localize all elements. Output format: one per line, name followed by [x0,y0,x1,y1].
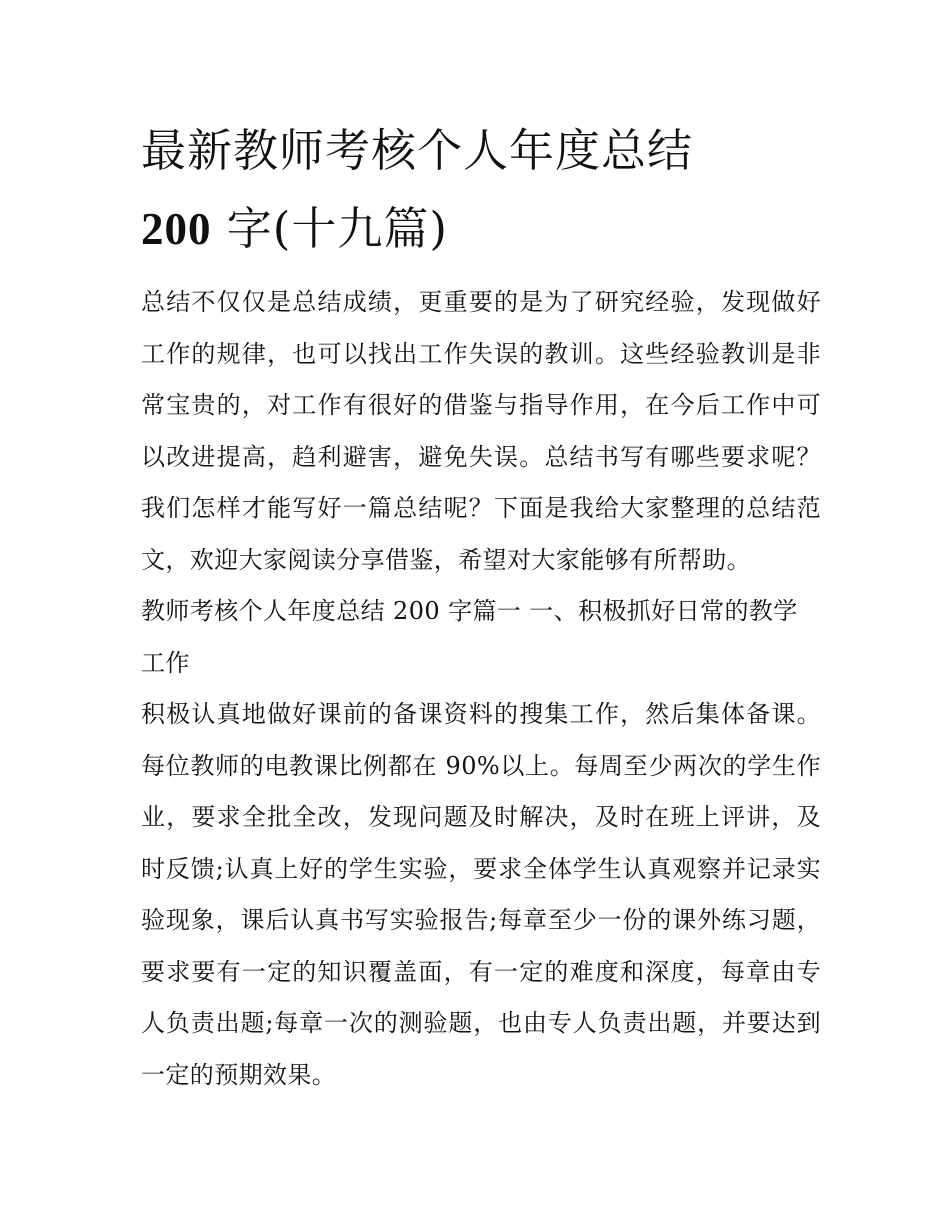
body-paragraph: 积极认真地做好课前的备课资料的搜集工作，然后集体备课。每位教师的电教课比例都在 90%以上。每周至少两次的学生作业，要求全批全改，发现问题及时解决，及时在班上评讲，及时反馈;认真上好的学生实验，要求全体学生认真观察并记录实验现象，课后认真书写实验报告;每章至少一份的课外练习题，要求要有一定的知识覆盖面，有一定的难度和深度，每章由专人负责出题;每章一次的测验题，也由专人负责出题，并要达到一定的预期效果。 [141,700,821,1089]
title-number: 200 [141,204,212,254]
document-content [141,112,821,1101]
title-line-1: 最新教师考核个人年度总结 [141,124,694,177]
document-title [141,112,821,268]
intro-paragraph: 总结不仅仅是总结成绩，更重要的是为了研究经验，发现做好工作的规律，也可以找出工作失误的教训。这些经验教训是非常宝贵的，对工作有很好的借鉴与指导作用，在今后工作中可以改进提高，趋利避害，避免失误。总结书写有哪些要求呢？我们怎样才能写好一篇总结呢？下面是我给大家整理的总结范文，欢迎大家阅读分享借鉴，希望对大家能够有所帮助。 [141,288,821,574]
title-line-2-rest: 字(十九篇) [211,202,448,255]
section-heading: 教师考核个人年度总结 200 字篇一 一、积极抓好日常的教学工作 [141,597,798,677]
